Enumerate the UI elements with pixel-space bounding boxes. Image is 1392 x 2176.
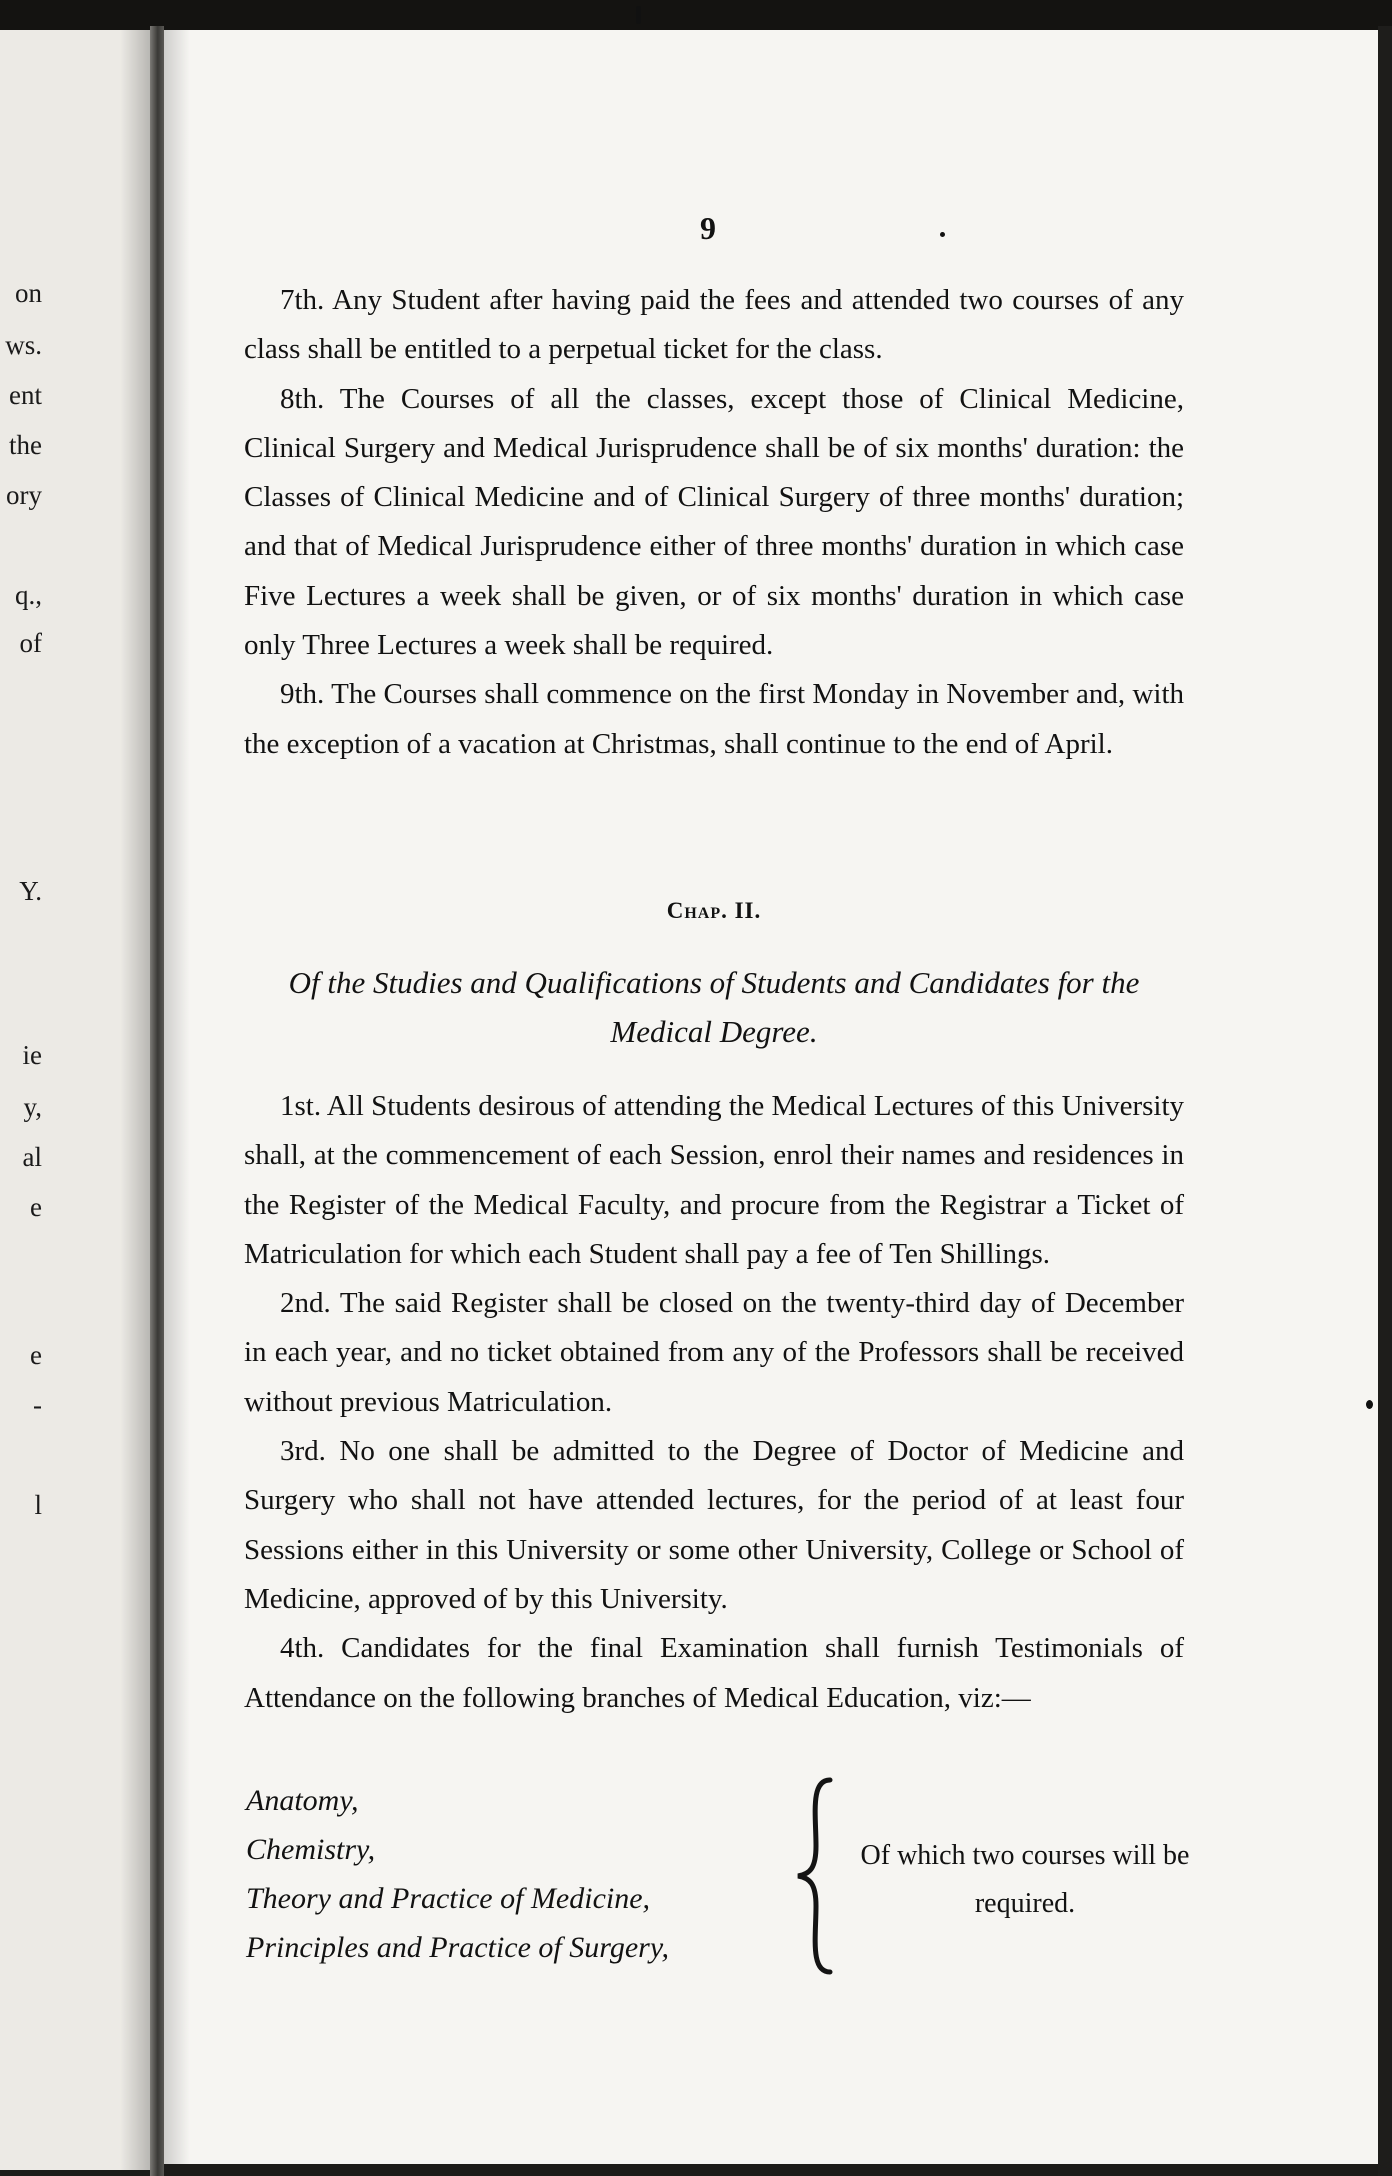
section-list-chapter-one — [244, 276, 1184, 769]
left-page-fragment: y, — [23, 1092, 42, 1122]
subject-principles-practice-surgery: Principles and Practice of Surgery, — [246, 1931, 669, 1964]
ink-speck — [1366, 1400, 1373, 1409]
left-page-fragment: ent — [9, 380, 42, 410]
book-gutter — [150, 26, 164, 2176]
left-page-fragment: e — [30, 1340, 42, 1370]
chapter-title: Of the Studies and Qualifications of Students and Candidates for the Medical Degree. — [288, 965, 1140, 1049]
left-page-fragment: - — [33, 1390, 42, 1420]
section-7th: 7th. Any Student after having paid the fees and attended two courses of any class shall be entitled to a perpetual ticket for the class. — [244, 284, 1184, 366]
subject-anatomy: Anatomy, — [246, 1784, 359, 1817]
right-page-edge — [1378, 26, 1392, 2176]
left-page-fragment: ws. — [5, 330, 42, 360]
left-page-fragment: e — [30, 1192, 42, 1222]
brace-note: Of which two courses will be required. — [860, 1840, 1190, 1919]
curly-brace-icon — [790, 1776, 850, 1976]
left-page-fragment: of — [19, 628, 42, 658]
chapter-heading: Chap. II. — [666, 898, 762, 923]
section-3rd: 3rd. No one shall be admitted to the Degree of Doctor of Medicine and Surgery who shall not have attended lectures, for the period of at least four Sessions either in this University or some other University, College or School of Medicine, approved of by this University. — [244, 1435, 1184, 1615]
left-page-fragment: l — [34, 1490, 42, 1520]
ink-speck — [636, 6, 641, 24]
subject-chemistry: Chemistry, — [246, 1833, 376, 1866]
section-4th: 4th. Candidates for the final Examination shall furnish Testimonials of Attendance on the following branches of Medical Education, viz:— — [244, 1632, 1184, 1714]
left-page-fragment: on — [15, 278, 42, 308]
left-page-fragment: ory — [6, 480, 42, 510]
left-page-fragment: Y. — [19, 876, 42, 906]
top-binding-edge — [0, 0, 1392, 34]
section-8th: 8th. The Courses of all the classes, except those of Clinical Medicine, Clinical Surgery and Medical Jurisprudence shall be of six months' duration: the Classes of Clinical Medicine and of Clinical Surgery of three months' duration; and that of Medical Jurisprudence either of three months' duration in which case Five Lectures a week shall be given, or of six months' duration in which case only Three Lectures a week shall be required. — [244, 382, 1184, 662]
section-2nd: 2nd. The said Register shall be closed on the twenty-third day of December in each year, and no ticket obtained from any of the Professors shall be received without previous Matriculation. — [244, 1287, 1184, 1418]
left-page-fragment: q., — [15, 580, 42, 610]
ink-speck — [940, 232, 945, 237]
section-1st: 1st. All Students desirous of attending the Medical Lectures of this University shall, at the commencement of each Session, enrol their names and residences in the Register of the Medical Faculty, and procure from the Registrar a Ticket of Matriculation for which each Student shall pay a fee of Ten Shillings. — [244, 1090, 1184, 1270]
subject-theory-practice-medicine: Theory and Practice of Medicine, — [246, 1882, 651, 1915]
left-page-fragment: ie — [22, 1040, 42, 1070]
subject-list — [246, 1776, 669, 1972]
page-number: 9 — [700, 210, 716, 246]
left-facing-page — [0, 30, 150, 2170]
section-9th: 9th. The Courses shall commence on the first Monday in November and, with the exception of a vacation at Christmas, shall continue to the end of April. — [244, 678, 1184, 760]
left-page-fragment: al — [22, 1142, 42, 1172]
section-list-chapter-two — [244, 1082, 1184, 1723]
left-page-fragment: the — [9, 430, 42, 460]
